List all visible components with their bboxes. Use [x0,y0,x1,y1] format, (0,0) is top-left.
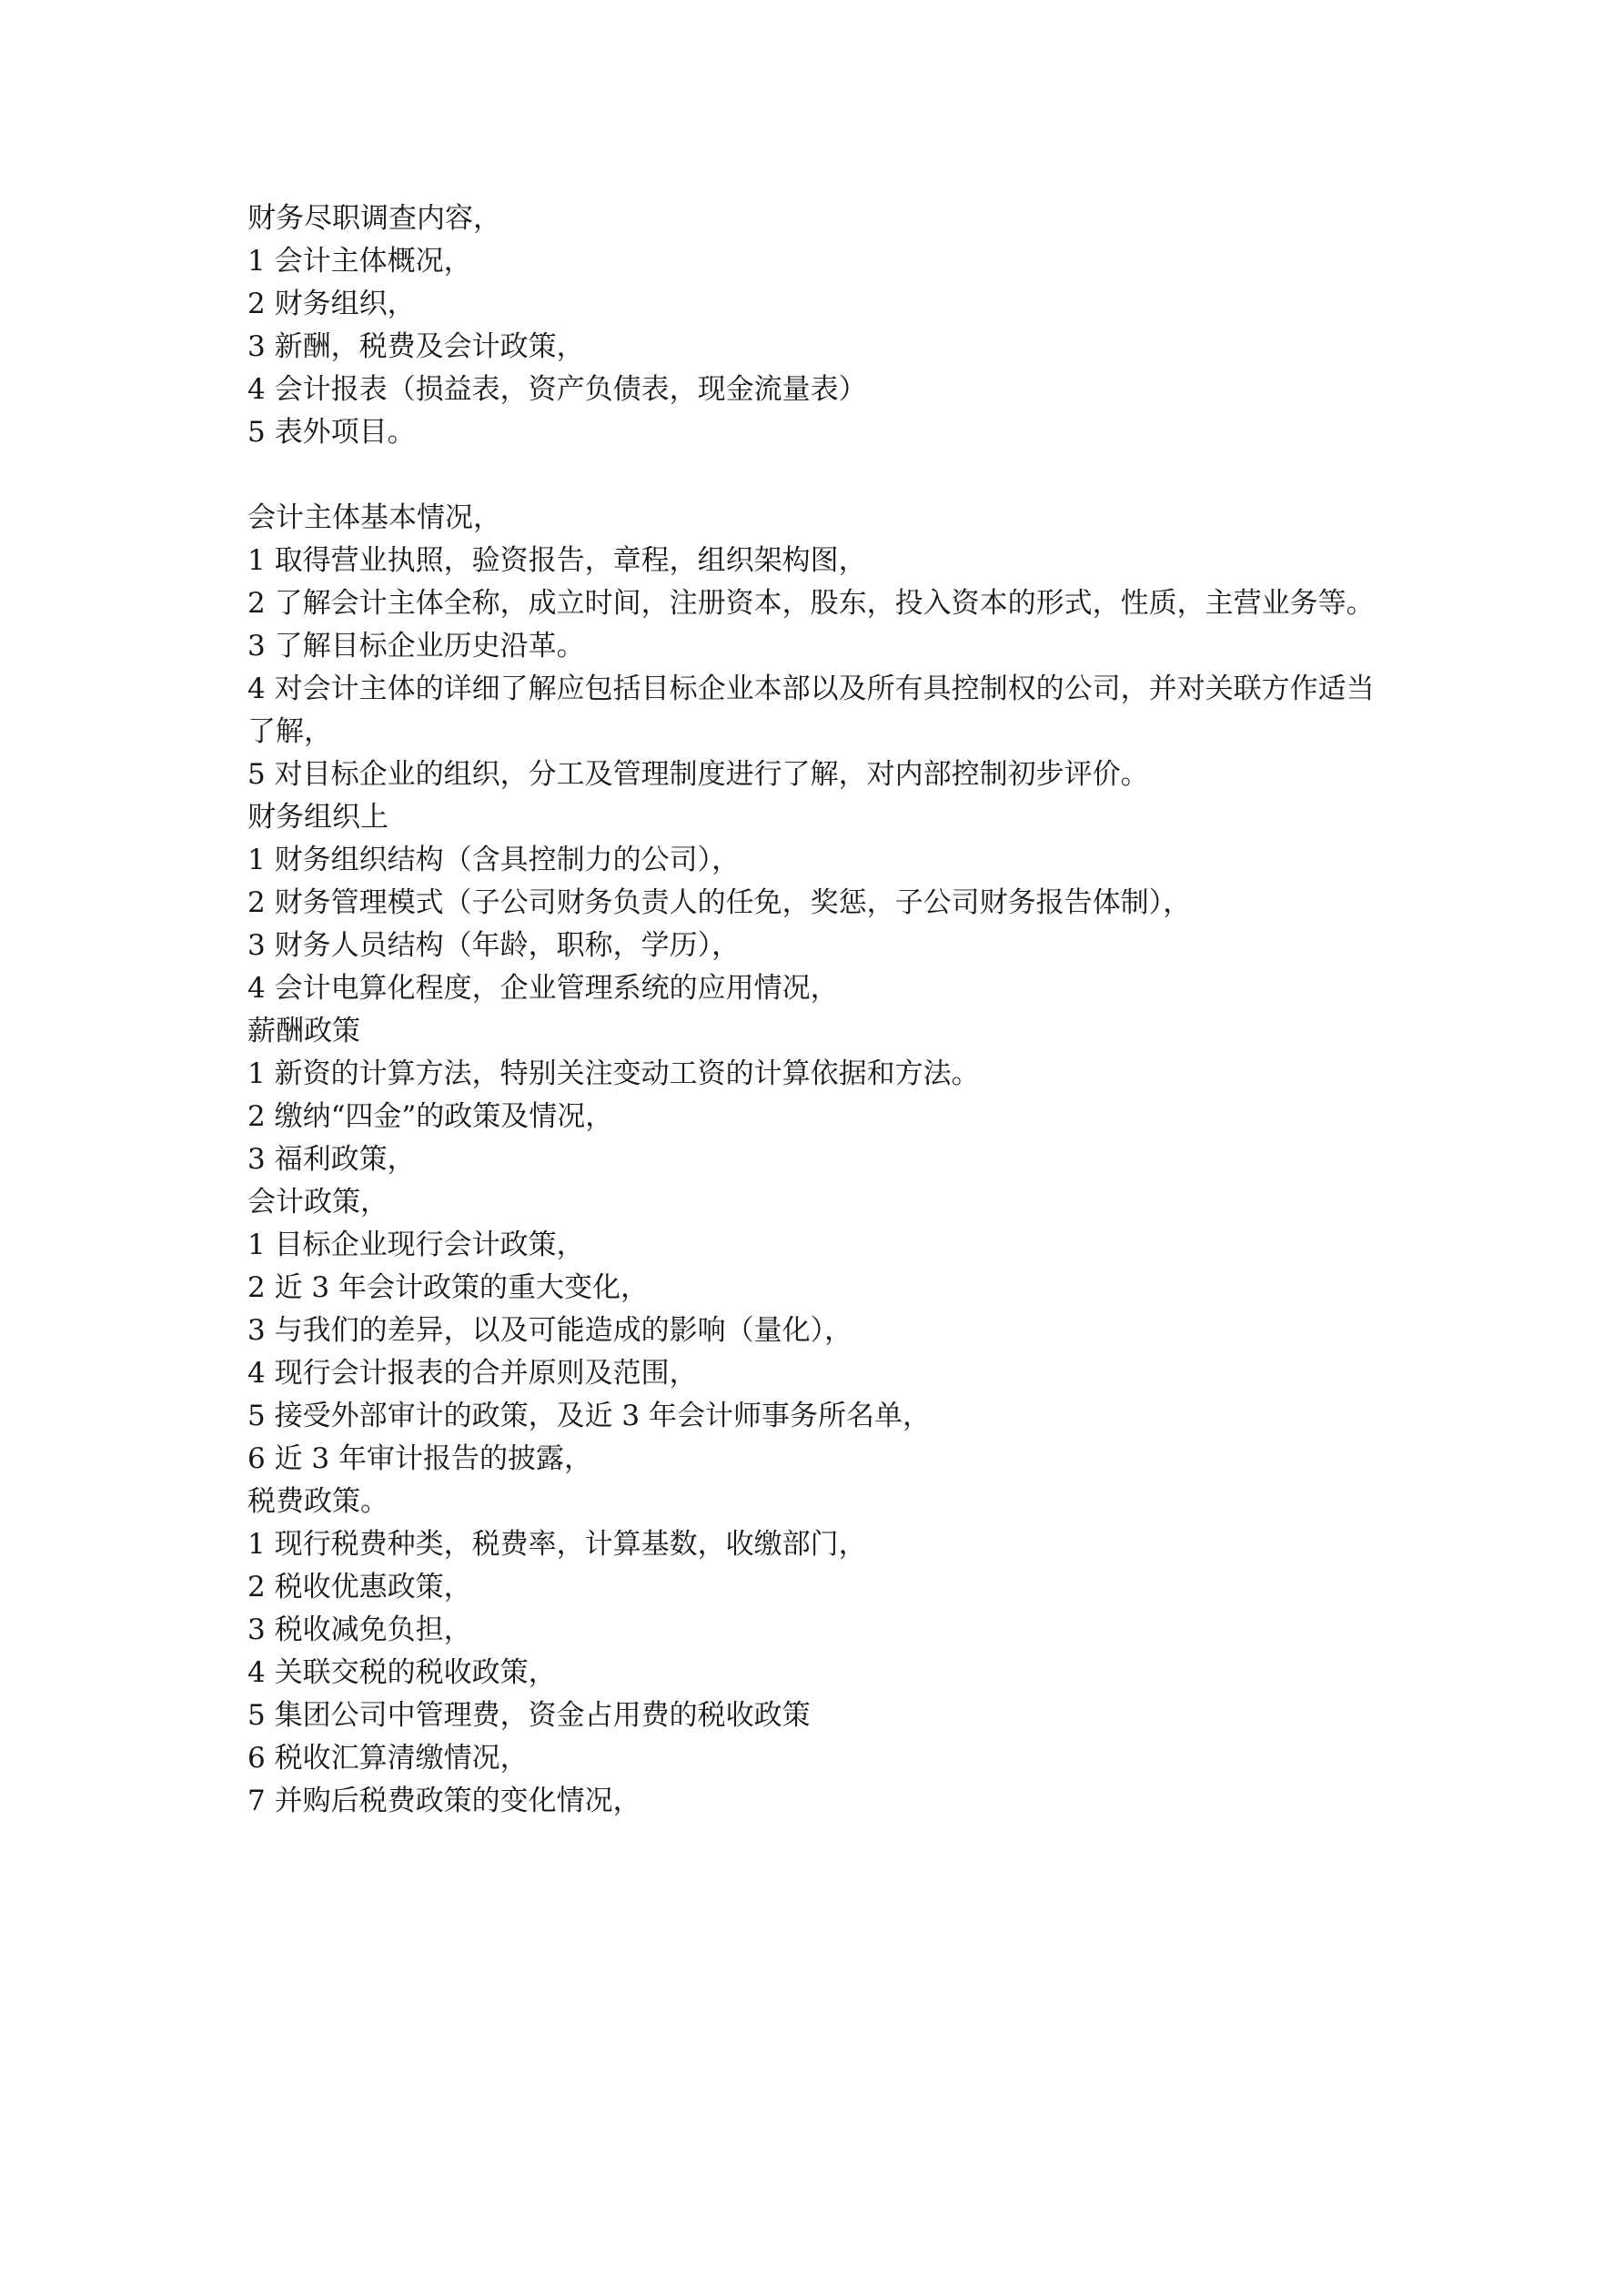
section-item: 2 近 3 年会计政策的重大变化， [247,1271,650,1304]
section-item-continuation: 了解， [247,715,332,748]
section-item: 4 会计电算化程度，企业管理系统的应用情况， [247,972,839,1005]
document-title: 财务尽职调查内容， [247,202,501,235]
section-item: 4 对会计主体的详细了解应包括目标企业本部以及所有具控制权的公司，并对关联方作适当 [247,673,1375,705]
section-item: 2 税收优惠政策， [247,1571,472,1603]
overview-item: 4 会计报表（损益表，资产负债表，现金流量表） [247,373,867,406]
section-item: 4 现行会计报表的合并原则及范围， [247,1357,698,1390]
section-item: 5 接受外部审计的政策，及近 3 年会计师事务所名单， [247,1400,932,1432]
overview-item: 3 新酬，税费及会计政策， [247,330,585,363]
section-heading: 税费政策。 [247,1485,388,1518]
section-item: 5 集团公司中管理费，资金占用费的税收政策 [247,1699,811,1732]
section-item: 3 与我们的差异，以及可能造成的影响（量化）， [247,1314,853,1347]
section-item: 7 并购后税费政策的变化情况， [247,1785,641,1817]
document-body [247,197,1430,1823]
section-item: 1 目标企业现行会计政策， [247,1229,585,1261]
section-heading: 会计政策， [247,1186,388,1219]
overview-item: 5 表外项目。 [247,416,416,449]
overview-item: 1 会计主体概况， [247,245,472,278]
section-item: 3 财务人员结构（年龄，职称，学历）， [247,929,741,962]
section-item: 3 税收减免负担， [247,1613,472,1646]
section-item: 4 关联交税的税收政策， [247,1656,557,1689]
section-item: 2 了解会计主体全称，成立时间，注册资本，股东，投入资本的形式，性质，主营业务等。 [247,587,1375,620]
section-heading: 财务组织上 [247,801,388,834]
section-item: 5 对目标企业的组织，分工及管理制度进行了解，对内部控制初步评价。 [247,758,1149,791]
section-item: 6 税收汇算清缴情况， [247,1742,529,1775]
section-item: 6 近 3 年审计报告的披露， [247,1442,593,1475]
section-item: 3 福利政策， [247,1143,416,1176]
section-heading: 会计主体基本情况， [247,501,501,534]
section-item: 1 新资的计算方法，特别关注变动工资的计算依据和方法。 [247,1057,980,1090]
overview-item: 2 财务组织， [247,288,416,320]
blank-line [247,454,1430,497]
section-heading: 薪酬政策 [247,1015,360,1047]
section-item: 2 缴纳“四金”的政策及情况， [247,1100,614,1133]
section-item: 2 财务管理模式（子公司财务负责人的任免，奖惩，子公司财务报告体制）， [247,886,1192,919]
section-item: 1 取得营业执照，验资报告，章程，组织架构图， [247,544,867,577]
section-item: 3 了解目标企业历史沿革。 [247,630,585,663]
section-item: 1 财务组织结构（含具控制力的公司）， [247,844,741,876]
section-item: 1 现行税费种类，税费率，计算基数，收缴部门， [247,1528,867,1561]
